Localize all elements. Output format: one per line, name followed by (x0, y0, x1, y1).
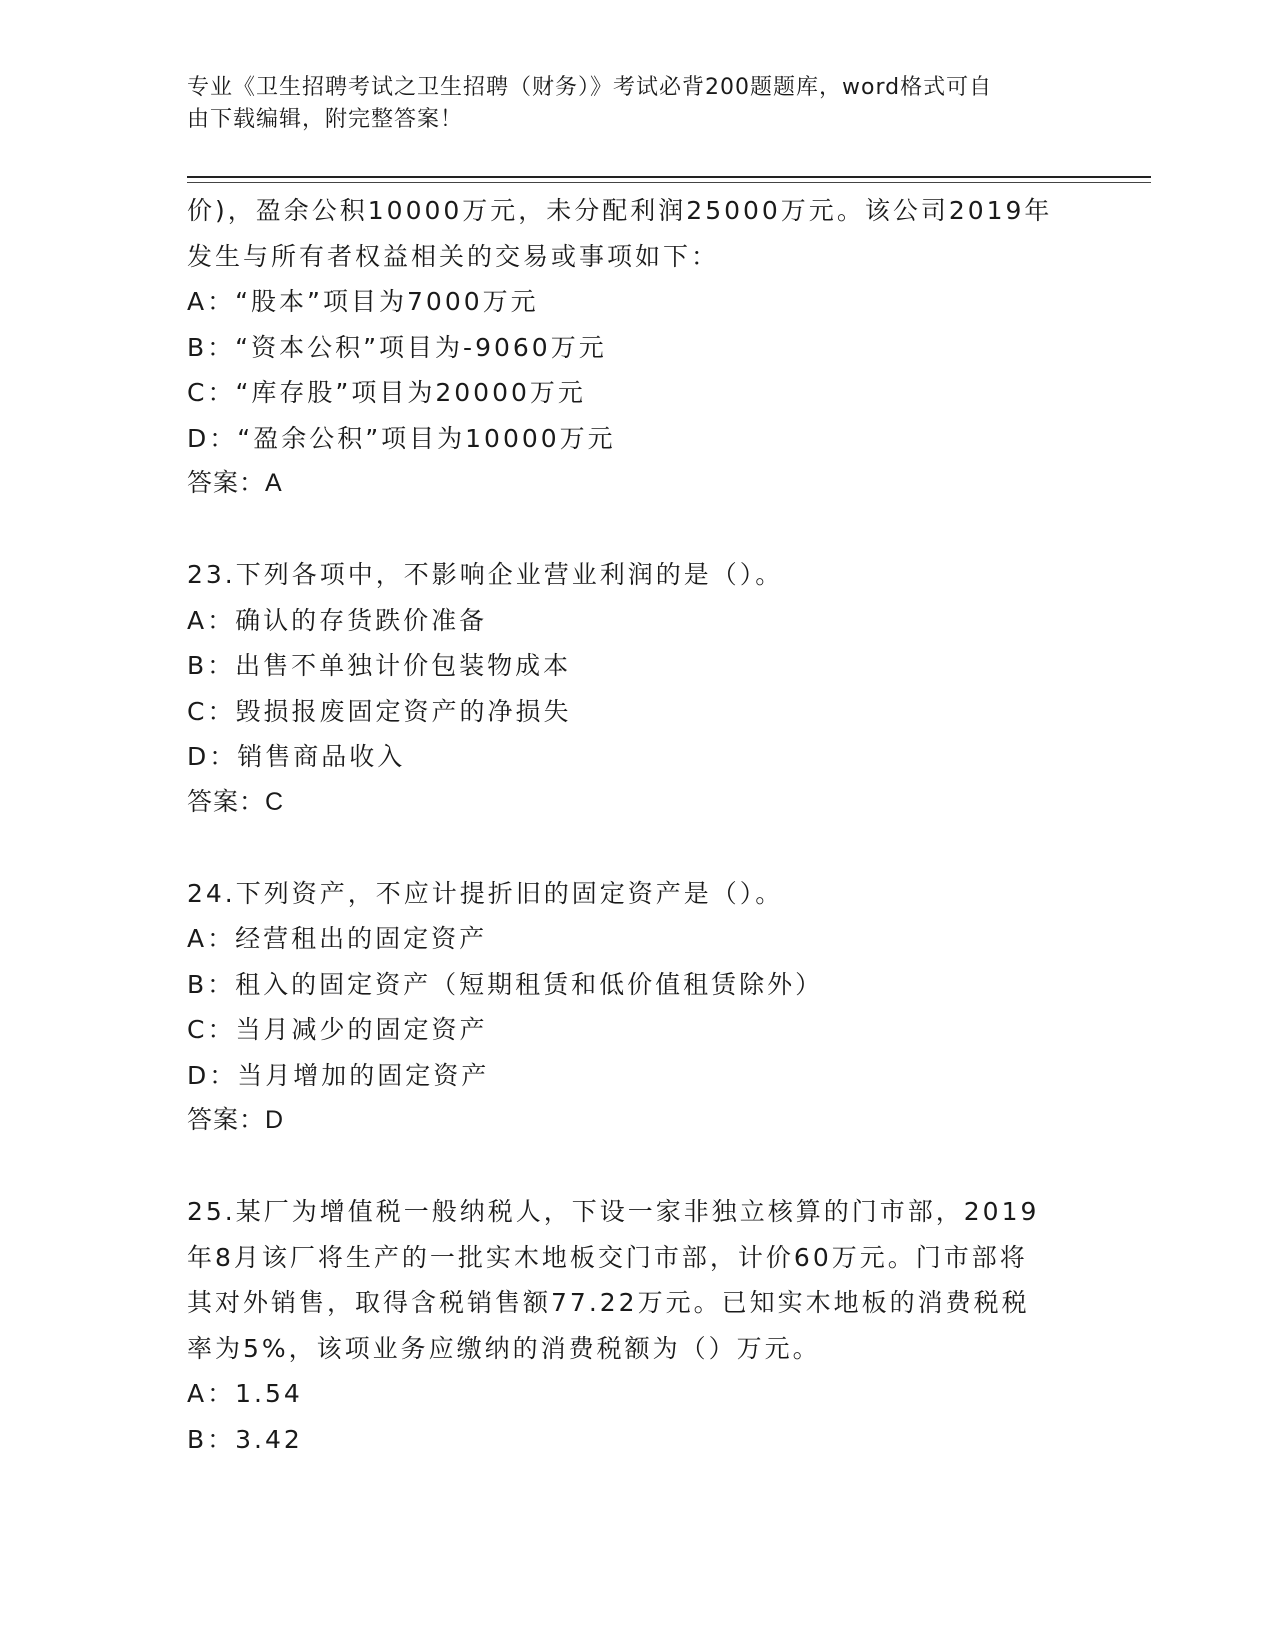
option-c: C：“库存股”项目为20000万元 (187, 378, 586, 407)
answer: 答案：D (187, 1106, 285, 1134)
option-b: B：租入的固定资产（短期租赁和低价值租赁除外） (187, 969, 824, 999)
option-c: C：当月减少的固定资产 (187, 1015, 488, 1044)
spacer (187, 825, 1087, 871)
header-divider-thin (187, 182, 1151, 183)
option-a: A：经营租出的固定资产 (187, 924, 488, 953)
option-b: B：“资本公积”项目为-9060万元 (187, 332, 607, 362)
header-divider-thick (187, 176, 1151, 178)
header-line-2: 由下载编辑，附完整答案！ (187, 107, 464, 132)
option-a: A：1.54 (187, 1379, 303, 1408)
option-d: D：当月增加的固定资产 (187, 1060, 490, 1090)
question-22 (187, 188, 1087, 507)
question-24 (187, 871, 1087, 1144)
header-line-1: 专业《卫生招聘考试之卫生招聘（财务）》考试必背200题题库，word格式可自 (187, 75, 993, 100)
option-b: B：3.42 (187, 1424, 303, 1454)
question-text: 发生与所有者权益相关的交易或事项如下： (187, 241, 720, 271)
question-text: 价)，盈余公积10000万元，未分配利润25000万元。该公司2019年 (187, 196, 1053, 225)
question-text: 24.下列资产，不应计提折旧的固定资产是（）。 (187, 878, 784, 908)
question-25 (187, 1189, 1087, 1462)
option-a: A：“股本”项目为7000万元 (187, 287, 539, 316)
document-header (187, 72, 1067, 136)
spacer (187, 507, 1087, 553)
question-text: 25.某厂为增值税一般纳税人，下设一家非独立核算的门市部，2019 (187, 1197, 1040, 1226)
option-b: B：出售不单独计价包装物成本 (187, 651, 572, 680)
question-text: 年8月该厂将生产的一批实木地板交门市部，计价60万元。门市部将 (187, 1242, 1028, 1272)
spacer (187, 1144, 1087, 1190)
document-body (187, 188, 1087, 1462)
answer: 答案：C (187, 787, 285, 816)
option-c: C：毁损报废固定资产的净损失 (187, 696, 572, 726)
question-23 (187, 552, 1087, 825)
question-text: 率为5%，该项业务应缴纳的消费税额为（）万元。 (187, 1333, 821, 1363)
option-d: D：销售商品收入 (187, 742, 406, 771)
question-text: 23.下列各项中，不影响企业营业利润的是（）。 (187, 560, 784, 589)
question-text: 其对外销售，取得含税销售额77.22万元。已知实木地板的消费税税 (187, 1288, 1030, 1317)
answer: 答案：A (187, 469, 283, 497)
option-d: D：“盈余公积”项目为10000万元 (187, 423, 616, 453)
option-a: A：确认的存货跌价准备 (187, 605, 488, 635)
